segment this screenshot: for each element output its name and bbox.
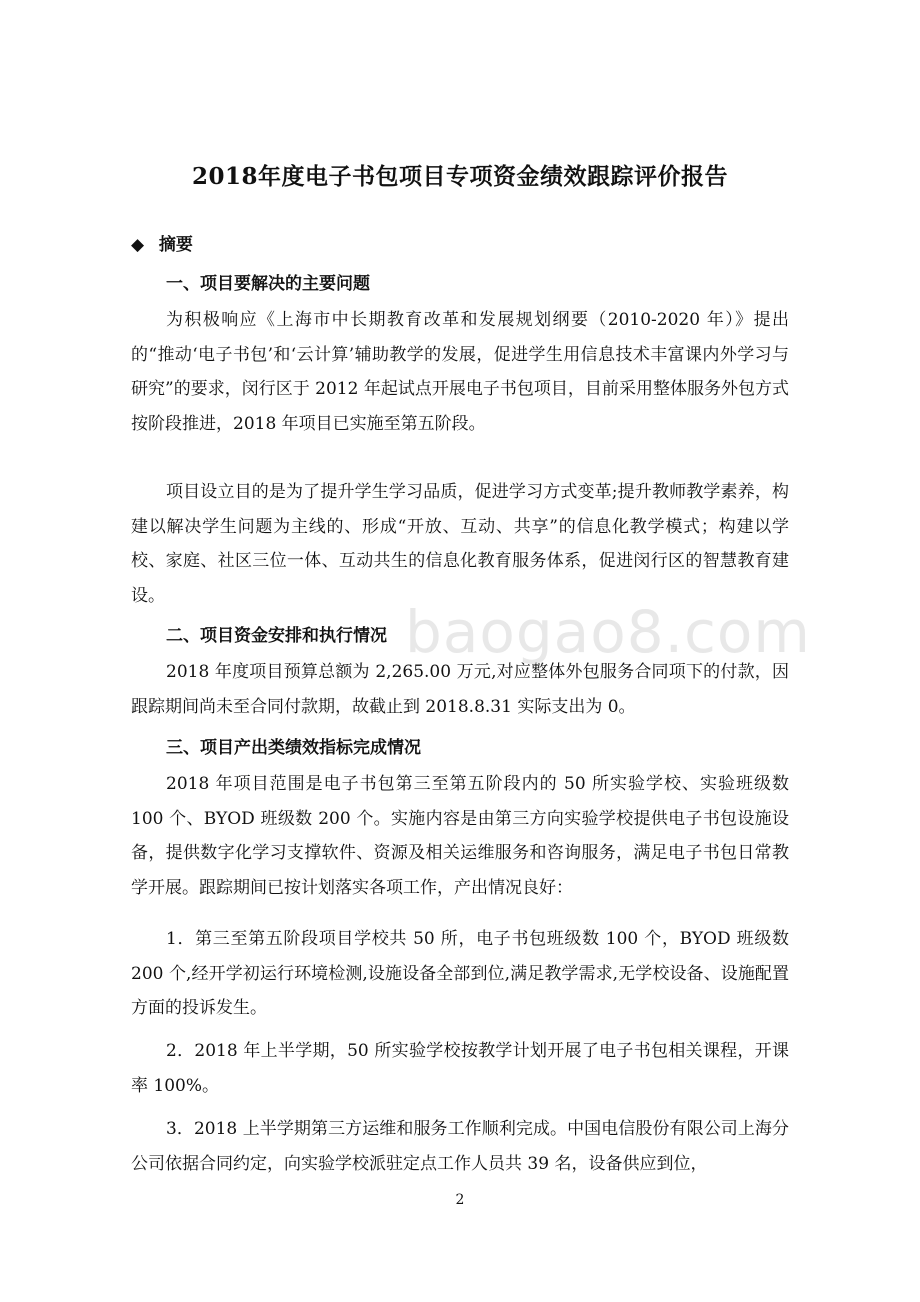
abstract-heading — [131, 230, 193, 255]
diamond-bullet-icon: ◆ — [131, 235, 145, 255]
section-3-item-3: 3．2018 上半学期第三方运维和服务工作顺利完成。中国电信股份有限公司上海分公司依据合同约定，向实验学校派驻定点工作人员共 39 名，设备供应到位， — [131, 1119, 789, 1174]
watermark: baogao8.com — [405, 598, 811, 666]
abstract-label: 摘要 — [158, 235, 193, 255]
section-3-item-2: 2．2018 年上半学期，50 所实验学校按教学计划开展了电子书包相关课程，开课率 100%。 — [131, 1041, 789, 1096]
section-1-heading: 一、项目要解决的主要问题 — [166, 274, 370, 294]
section-2-heading: 二、项目资金安排和执行情况 — [166, 626, 387, 646]
section-3-heading: 三、项目产出类绩效指标完成情况 — [166, 738, 421, 758]
section-1-paragraph-2: 项目设立目的是为了提升学生学习品质，促进学习方式变革;提升教师教学素养，构建以解决学生问题为主线的、形成“开放、互动、共享”的信息化教学模式；构建以学校、家庭、社区三位一体、互动共生的信息化教育服务体系，促进闵行区的智慧教育建设。 — [131, 482, 789, 606]
section-3-paragraph-1: 2018 年项目范围是电子书包第三至第五阶段内的 50 所实验学校、实验班级数 100 个、BYOD 班级数 200 个。实施内容是由第三方向实验学校提供电子书包设施设备，提供数字化学习支撑软件、资源及相关运维服务和咨询服务，满足电子书包日常教学开展。跟踪期间已按计划落实各项工作，产出情况良好： — [131, 774, 789, 898]
page-number: 2 — [455, 1192, 465, 1208]
section-1-paragraph-1: 为积极响应《上海市中长期教育改革和发展规划纲要（2010-2020 年）》提出的“推动‘电子书包’和‘云计算’辅助教学的发展，促进学生用信息技术丰富课内外学习与研究”的要求，闵行区于 2012 年起试点开展电子书包项目，目前采用整体服务外包方式按阶段推进，2018 年项目已实施至第五阶段。 — [131, 310, 789, 434]
section-2-paragraph-1: 2018 年度项目预算总额为 2,265.00 万元,对应整体外包服务合同项下的付款，因跟踪期间尚未至合同付款期，故截止到 2018.8.31 实际支出为 0。 — [131, 662, 789, 717]
document-title: 2018年度电子书包项目专项资金绩效跟踪评价报告 — [191, 163, 728, 190]
section-3-item-1: 1．第三至第五阶段项目学校共 50 所，电子书包班级数 100 个，BYOD 班级数 200 个,经开学初运行环境检测,设施设备全部到位,满足教学需求,无学校设备、设施配置方面的投诉发生。 — [131, 929, 789, 1018]
